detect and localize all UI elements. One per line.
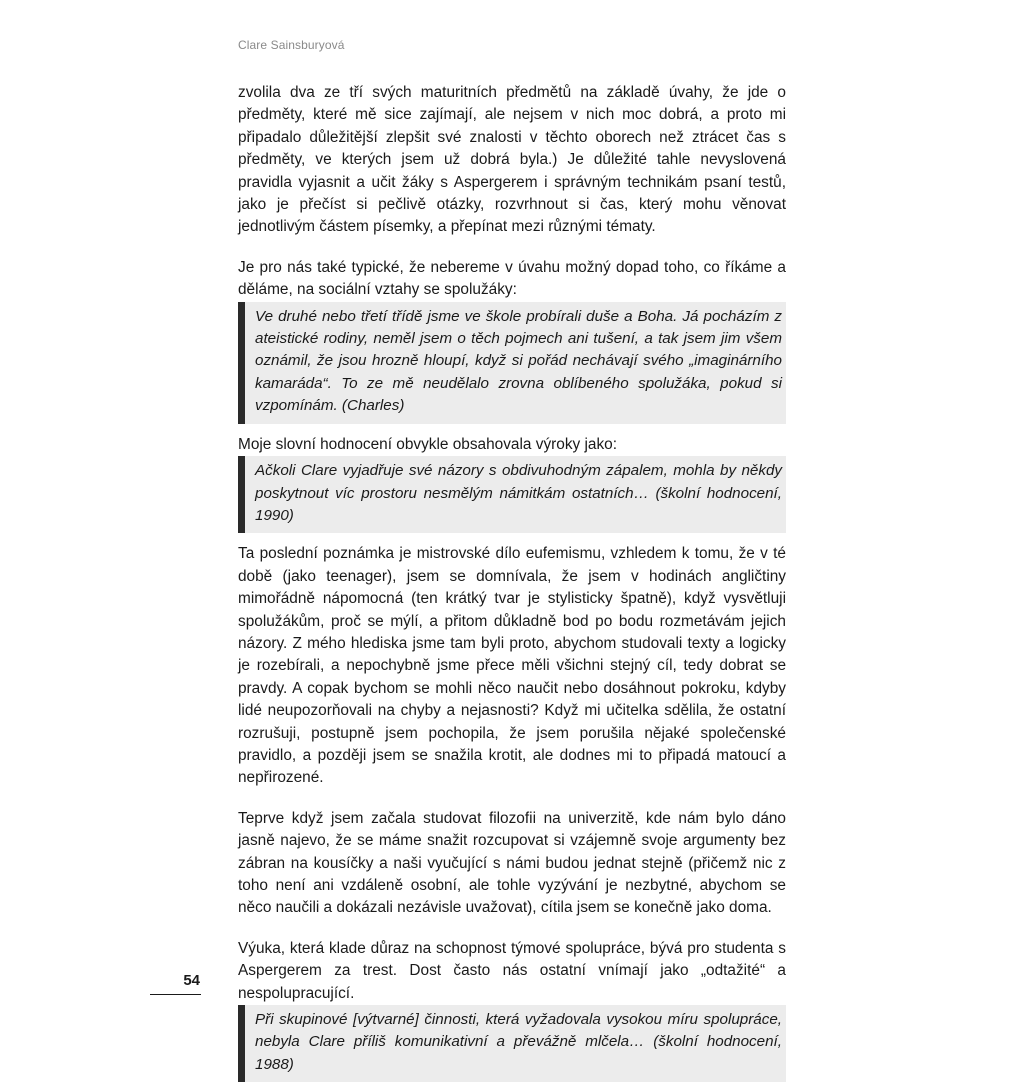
running-header: Clare Sainsburyová <box>238 38 345 52</box>
page-number: 54 <box>183 972 200 989</box>
paragraph: zvolila dva ze tří svých maturitních předmětů na základě úvahy, že jde o předměty, které mě sice zajímají, ale nejsem v nich moc dobrá, a proto mi připadalo důležitější zlepšit své znalosti v těchto oborech než ztrácet čas s předměty, ve kterých jsem už dobrá byla.) Je důležité tahle nevyslovená pravidla vyjasnit a učit žáky s Aspergerem i správným technikám psaní testů, jako je přečíst si pečlivě otázky, rozvrhnout si čas, který mohu věnovat jednotlivým částem písemky, a přepínat mezi různými tématy. <box>238 84 786 236</box>
page-number-rule <box>150 994 201 995</box>
paragraph: Ta poslední poznámka je mistrovské dílo eufemismu, vzhledem k tomu, že v té době (jako teenager), jsem se domnívala, že jsem v hodinách angličtiny mimořádně nápomocná (ten krátký tvar je stylisticky špatně), když vysvětluji spolužákům, proč se mýlí, a přitom důkladně bod po bodu rozmetávám jejich názory. Z mého hlediska jsme tam byli proto, abychom studovali texty a logicky je rozebírali, a nepochybně jsme přece měli všichni stejný cíl, tedy dobrat se pravdy. A copak bychom se mohli něco naučit nebo dosáhnout pokroku, kdyby lidé neupozorňovali na chyby a nejasnosti? Když mi učitelka sdělila, že ostatní rozrušuji, postupně jsem pochopila, že jsem porušila nějaké společenské pravidlo, a později jsem se snažila krotit, ale dodnes mi to připadá matoucí a nepřirozené. <box>238 545 786 787</box>
block-quote: Ačkoli Clare vyjadřuje své názory s obdivuhodným zápalem, mohla by někdy poskytnout víc prostoru nesmělým námitkám ostatních… (školní hodnocení, 1990) <box>238 456 786 533</box>
block-quote: Při skupinové [výtvarné] činnosti, která vyžadovala vysokou míru spolupráce, nebyla Clare příliš komunikativní a převážně mlčela… (školní hodnocení, 1988) <box>238 1005 786 1082</box>
block-quote: Ve druhé nebo třetí třídě jsme ve škole probírali duše a Boha. Já pocházím z ateistické rodiny, neměl jsem o těch pojmech ani tušení, a tak jsem jim všem oznámil, že jsou hrozně hloupí, když si pořád nechávají svého „imaginárního kamaráda“. To ze mě neudělalo zrovna oblíbeného spolužáka, pokud si vzpomínám. (Charles) <box>238 302 786 424</box>
paragraph: Je pro nás také typické, že nebereme v úvahu možný dopad toho, co říkáme a děláme, na sociální vztahy se spolužáky: <box>238 258 786 299</box>
paragraph: Teprve když jsem začala studovat filozofii na univerzitě, kde nám bylo dáno jasně najevo, že se máme snažit rozcupovat si vzájemně svoje argumenty bez zábran na kousíčky a naši vyučující s námi budou jednat stejně (přičemž nic z toho není ani vzdáleně osobní, ale tohle vyzývání je nezbytné, abychom se něco naučili a dokázali nezávisle uvažovat), cítila jsem se konečně jako doma. <box>238 809 786 917</box>
page-body <box>238 82 786 1082</box>
paragraph: Výuka, která klade důraz na schopnost týmové spolupráce, bývá pro studenta s Aspergerem za trest. Dost často nás ostatní vnímají jako „odtažité“ a nespolupracující. <box>238 939 786 1002</box>
paragraph: Moje slovní hodnocení obvykle obsahovala výroky jako: <box>238 435 617 453</box>
